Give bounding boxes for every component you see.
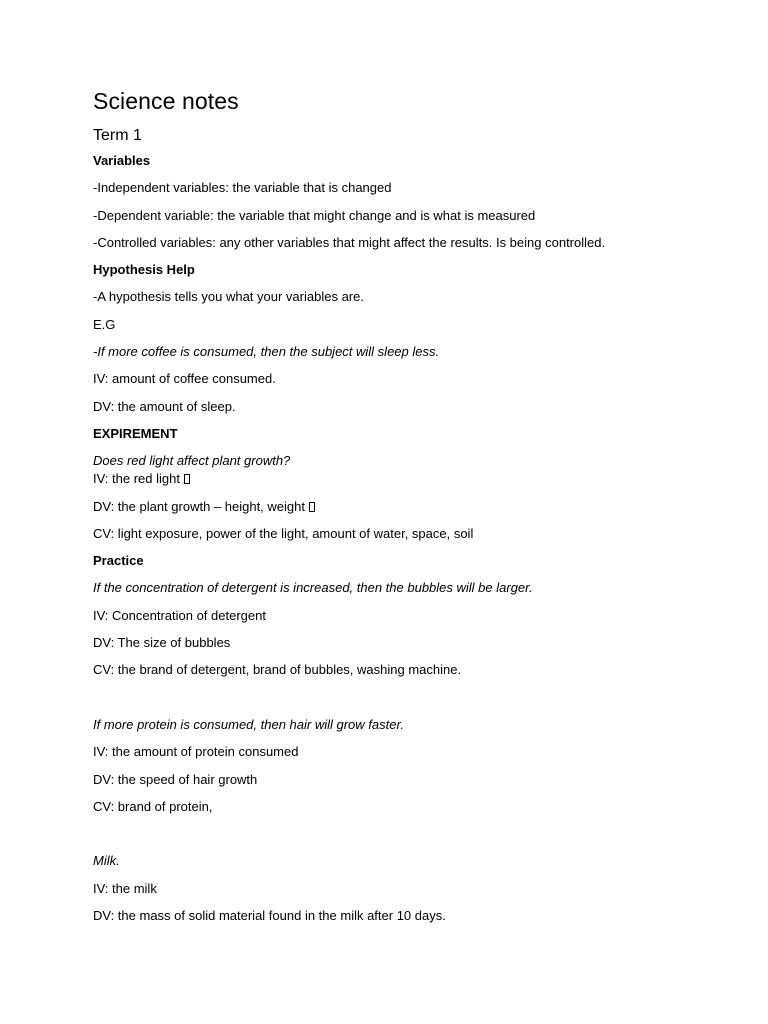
experiment-dv-line (93, 498, 693, 515)
experiment-question: Does red light affect plant growth? (93, 453, 291, 469)
hypothesis-dv: DV: the amount of sleep. (93, 398, 236, 414)
document-body (93, 84, 693, 934)
blank-line (93, 689, 693, 716)
milk-iv: IV: the milk (93, 880, 157, 896)
missing-glyph-icon (184, 474, 190, 484)
missing-glyph-icon (309, 502, 315, 512)
detergent-iv: IV: Concentration of detergent (93, 607, 266, 623)
hypothesis-eg: E.G (93, 316, 116, 332)
document-subtitle: Term 1 (93, 127, 142, 144)
experiment-iv: IV: the red light (93, 471, 180, 487)
dependent-variable-definition: -Dependent variable: the variable that might change and is what is measured (93, 207, 536, 223)
hypothesis-iv: IV: amount of coffee consumed. (93, 371, 276, 387)
milk-dv: DV: the mass of solid material found in the milk after 10 days. (93, 908, 446, 924)
practice-heading: Practice (93, 553, 144, 569)
protein-cv: CV: brand of protein, (93, 798, 213, 814)
independent-variable-definition: -Independent variables: the variable that is changed (93, 180, 392, 196)
milk-label: Milk. (93, 853, 120, 869)
blank-line (93, 825, 693, 852)
document-title: Science notes (93, 88, 239, 114)
variables-heading: Variables (93, 153, 151, 168)
hypothesis-example: -If more coffee is consumed, then the subject will sleep less. (93, 344, 440, 360)
protein-iv: IV: the amount of protein consumed (93, 744, 299, 760)
experiment-dv: DV: the plant growth – height, weight (93, 498, 305, 514)
detergent-cv: CV: the brand of detergent, brand of bubbles, washing machine. (93, 662, 462, 678)
detergent-dv: DV: The size of bubbles (93, 635, 231, 651)
experiment-iv-line (93, 470, 693, 487)
experiment-heading: EXPIREMENT (93, 425, 178, 441)
controlled-variable-definition: -Controlled variables: any other variables that might affect the results. Is being controlled. (93, 234, 606, 250)
hypothesis-intro: -A hypothesis tells you what your variables are. (93, 289, 364, 305)
protein-dv: DV: the speed of hair growth (93, 771, 258, 787)
experiment-cv: CV: light exposure, power of the light, amount of water, space, soil (93, 525, 474, 541)
protein-hypothesis: If more protein is consumed, then hair will grow faster. (93, 716, 404, 732)
hypothesis-heading: Hypothesis Help (93, 262, 195, 278)
detergent-hypothesis: If the concentration of detergent is increased, then the bubbles will be larger. (93, 580, 533, 596)
